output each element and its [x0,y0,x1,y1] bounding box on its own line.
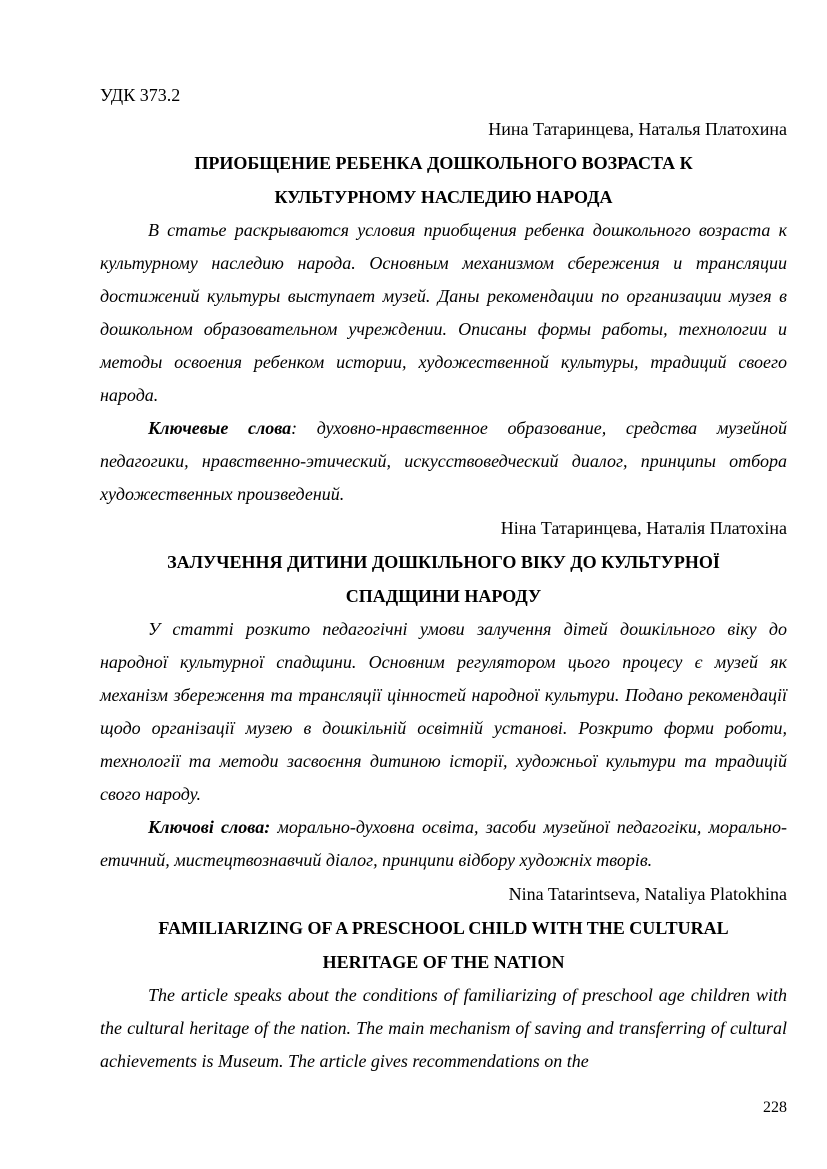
section-english [100,877,787,1078]
title-russian-line2: КУЛЬТУРНОМУ НАСЛЕДИЮ НАРОДА [274,187,613,207]
section-ukrainian [100,511,787,877]
keywords-label-russian: Ключевые слова [148,418,292,438]
authors-russian: Нина Татаринцева, Наталья Платохина [488,119,787,139]
page-number: 228 [763,1099,787,1116]
document-page [100,78,787,1078]
keywords-label-ukrainian: Ключові слова: [148,817,271,837]
title-ukrainian-line2: СПАДЩИНИ НАРОДУ [345,586,542,606]
title-english-line2: HERITAGE OF THE NATION [322,952,565,972]
keywords-russian [100,412,787,511]
title-english-line1: FAMILIARIZING OF A PRESCHOOL CHILD WITH THE CULTURAL [158,918,729,938]
abstract-ukrainian: У статті розкито педагогічні умови залучення дітей дошкільного віку до народної культурної спадщини. Основним регулятором цього процесу є музей як механізм збереження та трансляції цінностей народної культури. Подано рекомендації щодо організації музею в дошкільній освітній установі. Розкрито форми роботи, технології та методи засвоєння дитиною історії, художньої культури та традицій свого народу. [100,619,787,804]
keywords-text-russian: : духовно-нравственное образование, средства музейной педагогики, нравственно-этический, искусствоведческий диалог, принципы отбора художественных произведений. [100,418,788,504]
authors-english: Nina Tatarintseva, Nataliya Platokhina [508,884,787,904]
udk-code: УДК 373.2 [100,85,181,105]
title-ukrainian-line1: ЗАЛУЧЕННЯ ДИТИНИ ДОШКІЛЬНОГО ВІКУ ДО КУЛЬТУРНОЇ [167,552,720,572]
keywords-ukrainian [100,811,787,877]
title-russian-line1: ПРИОБЩЕНИЕ РЕБЕНКА ДОШКОЛЬНОГО ВОЗРАСТА К [194,153,693,173]
section-russian [100,112,787,511]
keywords-text-ukrainian: морально-духовна освіта, засоби музейної педагогіки, морально-етичний, мистецтвознавчий діалог, принципи відбору художніх творів. [100,817,787,870]
abstract-russian: В статье раскрываются условия приобщения ребенка дошкольного возраста к культурному наследию народа. Основным механизмом сбережения и трансляции достижений культуры выступает музей. Даны рекомендации по организации музея в дошкольном образовательном учреждении. Описаны формы работы, технологии и методы освоения ребенком истории, художественной культуры, традиций своего народа. [100,220,787,405]
abstract-english: The article speaks about the conditions of familiarizing of preschool age children with the cultural heritage of the nation. The main mechanism of saving and transferring of cultural achievements is Museum. The article gives recommendations on the [100,985,787,1071]
authors-ukrainian: Ніна Татаринцева, Наталія Платохіна [500,518,787,538]
